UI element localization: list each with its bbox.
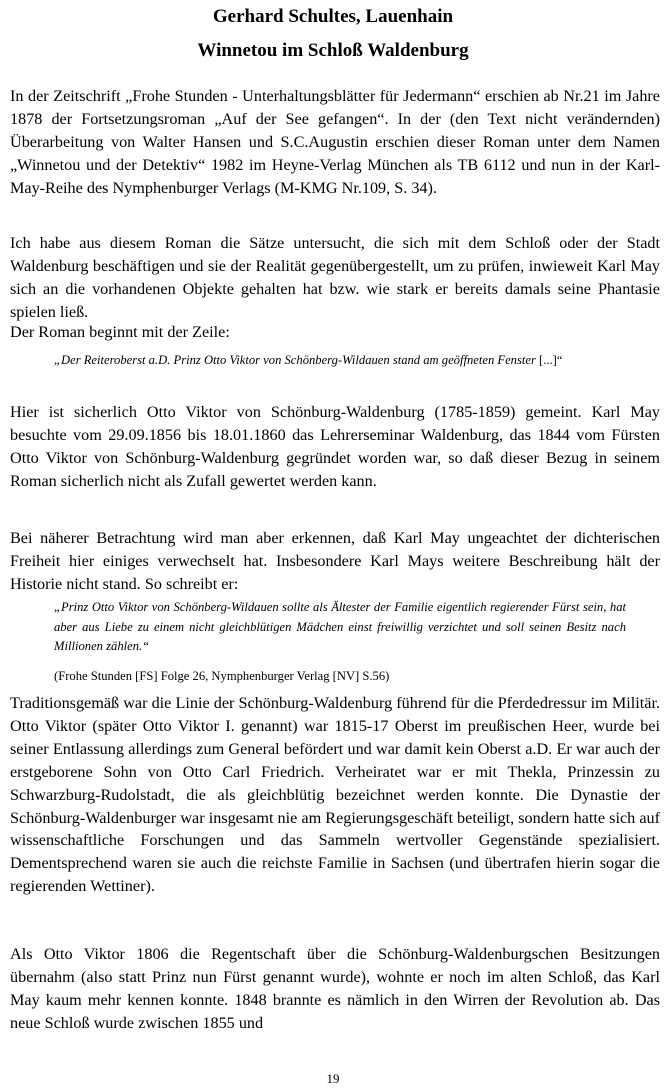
paragraph-traditionsgemaess: Traditionsgemäß war die Linie der Schönburg-Waldenburg führend für die Pferdedressur im Militär. Otto Viktor (später Otto Viktor I. genannt) war 1815-17 Oberst im preußischen Heer, wurde bei seiner Entlassung allerdings zum General befördert und war damit kein Oberst a.D. Er war auch der erstgeborene Sohn von Otto Carl Friedrich. Verheiratet war er mit Thekla, Prinzessin zu Schwarzburg-Rudolstadt, die als gleichblütig bezeichnet werden konnte. Die Dynastie der Schönburg-Waldenburger war insgesamt nie am Regierungsgeschäft beteiligt, sondern hatte sich auf wissenschaftliche Forschungen und das Sammeln wertvoller Gegenstände spezialisiert. Dementsprechend waren sie auch die reichste Familie in Sachsen (und übertrafen hierin sogar die regierenden Wettiner). — [10, 694, 660, 896]
quote-source: (Frohe Stunden [FS] Folge 26, Nymphenburger Verlag [NV] S.56) — [54, 669, 390, 683]
paragraph-otto-viktor: Hier ist sicherlich Otto Viktor von Schönburg-Waldenburg (1785-1859) gemeint. Karl May besuchte vom 29.09.1856 bis 18.01.1860 das Lehrerseminar Waldenburg, das 1844 vom Fürsten Otto Viktor von Schönburg-Waldenburg gegründet worden war, so daß dieser Bezug in seinem Roman sicherlich nicht als Zufall gewertet werden kann. — [10, 403, 660, 490]
paragraph-zeitschrift: In der Zeitschrift „Frohe Stunden - Unterhaltungsblätter für Jedermann“ erschien ab Nr.21 im Jahre 1878 der Fortsetzungsroman „Auf der See gefangen“. In der (den Text nicht verändernden) Überarbeitung von Walter Hansen und S.C.Augustin erschien dieser Roman unter dem Namen „Winnetou und der Detektiv“ 1982 im Heyne-Verlag München als TB 6112 und nun in der Karl-May-Reihe des Nymphenburger Verlags (M-KMG Nr.109, S. 34). — [10, 87, 660, 197]
paragraph-regentschaft: Als Otto Viktor 1806 die Regentschaft über die Schönburg-Waldenburgschen Besitzungen übernahm (also statt Prinz nun Fürst genannt wurde), wohnte er noch im alten Schloß, das Karl May kaum mehr kennen konnte. 1848 brannte es nämlich in den Wirren der Revolution ab. Das neue Schloß wurde zwischen 1855 und — [10, 945, 660, 1032]
quote-reiteroberst — [54, 351, 626, 371]
paragraph-naehere-betrachtung: Bei näherer Betrachtung wird man aber erkennen, daß Karl May ungeachtet der dichterischen Freiheit hier einiges verwechselt hat. Insbesondere Karl Mays weitere Beschreibung hält der Historie nicht stand. So schreibt er: — [10, 529, 660, 593]
quote-reiteroberst-ellipsis: [...]“ — [539, 353, 563, 367]
article-author: Gerhard Schultes, Lauenhain — [212, 6, 454, 27]
paragraph-untersuchung: Ich habe aus diesem Roman die Sätze untersucht, die sich mit dem Schloß oder der Stadt Waldenburg beschäftigen und sie der Realität gegenübergestellt, um zu prüfen, inwieweit Karl May sich an die vorhandenen Objekte gehalten hat bzw. wie stark er bereits damals seine Phantasie spielen ließ. — [10, 234, 660, 321]
quote-reiteroberst-text: „Der Reiteroberst a.D. Prinz Otto Viktor von Schönberg-Wildauen stand am geöffneten Fenster — [54, 353, 540, 367]
quote-prinz-otto-viktor: „Prinz Otto Viktor von Schönberg-Wildauen sollte als Ältester der Familie eigentlich regierender Fürst sein, hat aber aus Liebe zu einem nicht gleichblütigen Mädchen einst freiwillig verzichtet und soll seinen Besitz nach Millionen zählen.“ — [54, 600, 626, 653]
page-number: 19 — [326, 1071, 340, 1086]
paragraph-roman-beginn: Der Roman beginnt mit der Zeile: — [10, 323, 230, 341]
article-title: Winnetou im Schloß Waldenburg — [197, 40, 469, 61]
